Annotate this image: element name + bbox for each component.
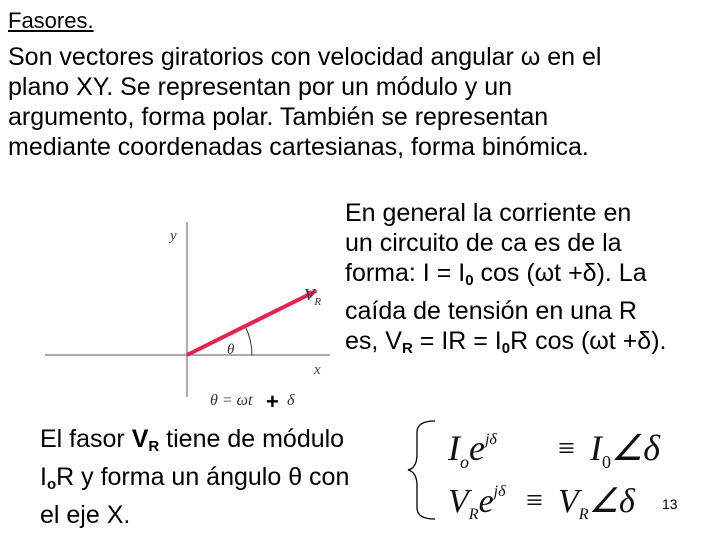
slide-title: Fasores. <box>8 8 94 33</box>
intro-line: plano XY. Se representan por un módulo y un <box>8 73 513 101</box>
intro-paragraph <box>8 42 713 162</box>
phasor-description <box>40 424 400 530</box>
formula-1-lhs: $I_oe^{j\delta}$ <box>448 428 497 472</box>
brace-icon <box>405 418 441 522</box>
delta-label: δ <box>287 392 295 409</box>
text-line: En general la corriente en <box>345 199 632 227</box>
text-line: caída de tensión en una R <box>345 297 637 325</box>
formula-1-equiv: ≡ <box>558 432 575 465</box>
plus-sign: + <box>266 389 279 414</box>
text-line: forma: $I = I_0$ cos (ωt +δ). La <box>345 259 647 289</box>
page-number: 13 <box>662 496 678 512</box>
text-line: el eje X. <box>40 501 131 529</box>
phasor-diagram <box>30 212 340 417</box>
text-line: $I_oR$ y forma un ángulo θ con <box>40 463 350 493</box>
vector-label: $V_R$ <box>304 285 322 308</box>
text-line: El fasor $V_R$ tiene de módulo <box>40 425 345 455</box>
phasor-formulas <box>440 418 680 528</box>
y-axis-label: y <box>170 228 177 244</box>
intro-line: argumento, forma polar. También se representan <box>8 103 549 131</box>
intro-line: mediante coordenadas cartesianas, forma binómica. <box>8 133 589 161</box>
formula-2-equiv: ≡ <box>526 484 543 517</box>
general-current-paragraph <box>345 198 720 364</box>
formula-2-rhs: $V_R\angle\delta$ <box>558 483 635 523</box>
formula-1-rhs: $I_0\angle\delta$ <box>590 428 661 472</box>
text-line: un circuito de ca es de la <box>345 229 622 257</box>
intro-line: Son vectores giratorios con velocidad angular ω en el <box>8 43 602 71</box>
text-line: es, $V_R$ = IR = $I_0R$ cos (ωt +δ). <box>345 327 667 357</box>
x-axis-label: x <box>314 362 321 378</box>
angle-arc <box>246 328 252 355</box>
theta-equation: θ = ωt <box>210 392 253 409</box>
angle-label: θ <box>227 342 235 358</box>
formula-2-lhs: $V_Re^{j\delta}$ <box>448 483 506 523</box>
